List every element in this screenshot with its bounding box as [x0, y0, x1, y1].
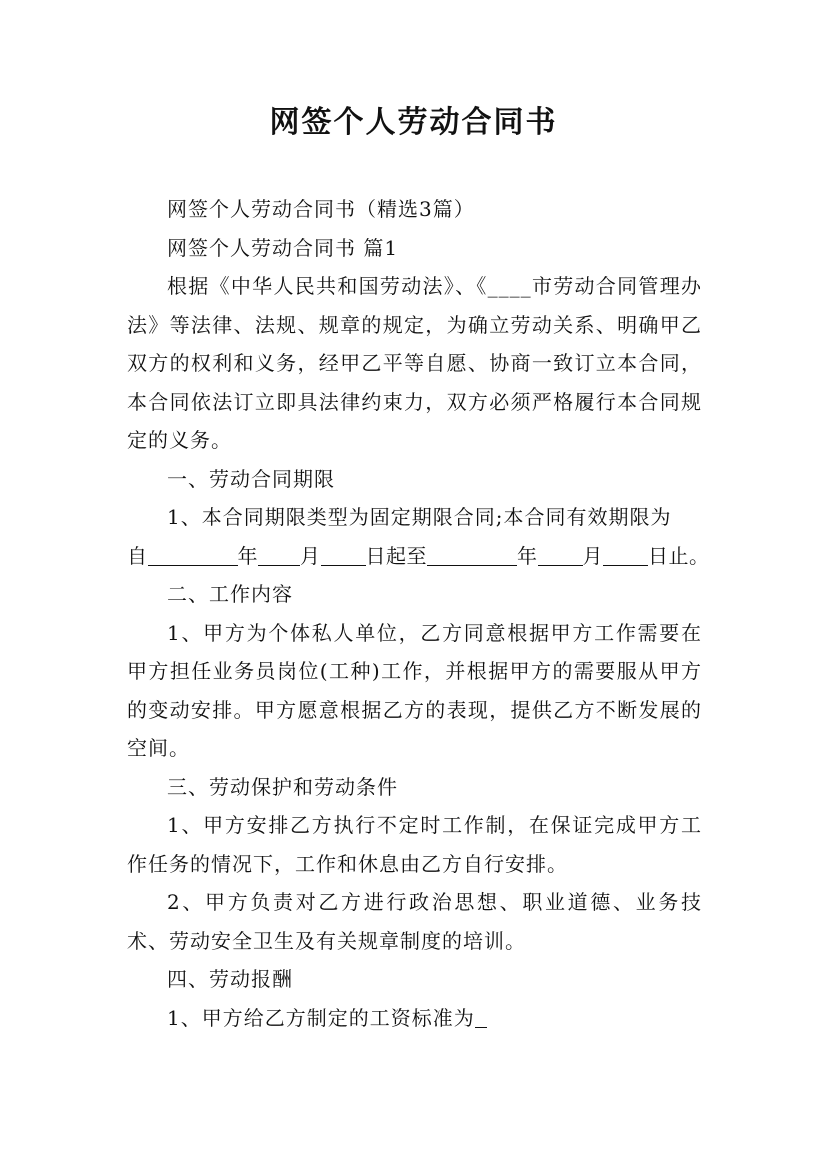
- start-day-blank: [321, 545, 366, 566]
- document-title: 网签个人劳动合同书: [269, 105, 558, 140]
- salary-blank: [475, 1007, 487, 1028]
- term-item-1: [127, 498, 710, 575]
- preamble-paragraph: 根据《中华人民共和国劳动法》、《____市劳动合同管理办法》等法律、法规、规章的规定，为确立劳动关系、明确甲乙双方的权利和义务，经甲乙平等自愿、协商一致订立本合同，本合同依法订立即具法律约束力，双方必须严格履行本合同规定的义务。: [127, 274, 702, 452]
- work-item-1: 1、甲方为个体私人单位，乙方同意根据甲方工作需要在甲方担任业务员岗位(工种)工作，并根据甲方的需要服从甲方的变动安排。甲方愿意根据乙方的表现，提供乙方不断发展的空间。: [127, 620, 702, 760]
- end-month-label: 月: [582, 543, 603, 568]
- start-day-label: 日起至: [365, 543, 427, 568]
- protection-item-1: 1、甲方安排乙方执行不定时工作制，在保证完成甲方工作任务的情况下，工作和休息由乙方自行安排。: [127, 813, 702, 876]
- term-item-1-line1: 1、本合同期限类型为固定期限合同;本合同有效期限为: [167, 505, 672, 529]
- section-heading-term: 一、劳动合同期限: [167, 466, 335, 491]
- term-from-label: 自: [127, 543, 148, 568]
- start-month-label: 月: [300, 543, 321, 568]
- part-heading: 网签个人劳动合同书 篇1: [167, 235, 399, 260]
- start-year-blank: [148, 545, 238, 566]
- end-month-blank: [538, 545, 583, 566]
- end-year-blank: [427, 545, 517, 566]
- section-heading-protection: 三、劳动保护和劳动条件: [167, 774, 398, 799]
- end-year-label: 年: [517, 543, 538, 568]
- document-body: [127, 190, 710, 1037]
- subtitle: 网签个人劳动合同书（精选3篇）: [167, 197, 475, 221]
- protection-item-2: 2、甲方负责对乙方进行政治思想、职业道德、业务技术、劳动安全卫生及有关规章制度的培训。: [127, 890, 702, 953]
- section-heading-work: 二、工作内容: [167, 582, 293, 606]
- pay-item-1: [127, 999, 702, 1038]
- term-item-1-line2: [127, 537, 710, 576]
- start-month-blank: [258, 545, 300, 566]
- section-heading-pay: 四、劳动报酬: [167, 967, 293, 991]
- end-day-label: 日止。: [648, 543, 710, 568]
- start-year-label: 年: [237, 543, 258, 568]
- pay-item-1-text: 1、甲方给乙方制定的工资标准为: [167, 1005, 475, 1030]
- end-day-blank: [603, 545, 648, 566]
